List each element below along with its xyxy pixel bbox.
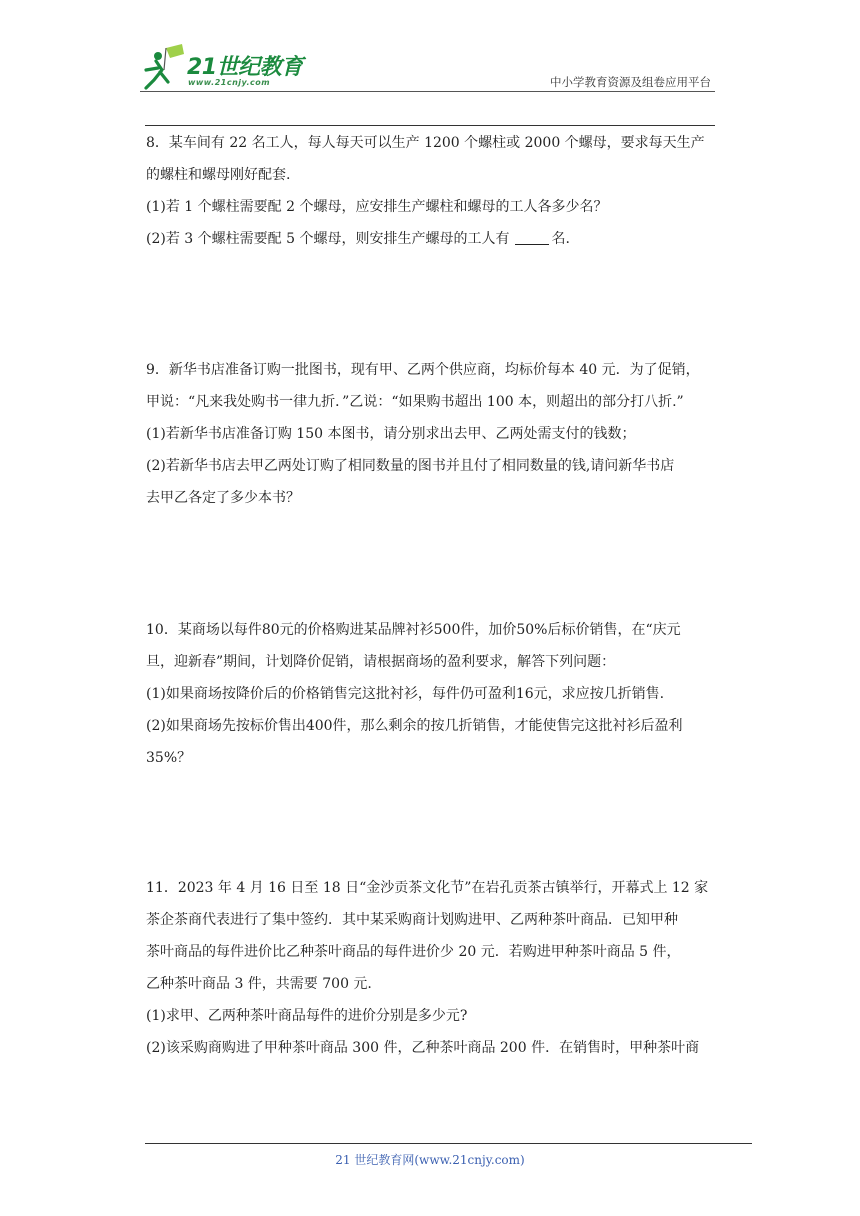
footer-link[interactable]: 21 世纪教育网(www.21cnjy.com) [335,1153,525,1167]
question-line: (1)如果商场按降价后的价格销售完这批衬衫，每件仍可盈利16元，求应按几折销售. [146,686,665,702]
logo-url: www.21cnjy.com [188,78,271,87]
question-text: 名. [551,231,570,247]
question-line: 8．某车间有 22 名工人，每人每天可以生产 1200 个螺柱或 2000 个螺母，要求每天生产 [146,135,705,151]
question-line [146,229,720,249]
question-line: 的螺柱和螺母刚好配套. [146,167,291,183]
question-8 [146,133,720,249]
question-line: 茶企茶商代表进行了集中签约．其中某采购商计划购进甲、乙两种茶叶商品．已知甲种 [146,912,678,928]
site-logo[interactable] [140,40,320,96]
logo-text: 21世纪教育 [187,55,303,80]
question-line: 9．新华书店准备订购一批图书，现有甲、乙两个供应商，均标价每本 40 元．为了促销， [146,362,700,378]
platform-name: 中小学教育资源及组卷应用平台 [550,75,711,89]
question-11 [146,878,720,1058]
runner-logo-icon [140,40,188,96]
question-line: 甲说：“凡来我处购书一律九折．”乙说：“如果购书超出 100 本，则超出的部分打八折.” [146,394,684,410]
footer-divider [145,1143,752,1144]
question-text: (2)若 3 个螺柱需要配 5 个螺母，则安排生产螺母的工人有 [146,231,510,247]
content-top-divider [145,125,715,126]
question-10 [146,620,720,768]
question-line: 11．2023 年 4 月 16 日至 18 日“金沙贡茶文化节”在岩孔贡茶古镇举行，开幕式上 12 家 [146,880,709,896]
question-line: 10．某商场以每件80元的价格购进某品牌衬衫500件，加价50%后标价销售，在“庆元 [146,622,681,638]
question-line: 去甲乙各定了多少本书？ [146,490,300,506]
question-line: 旦，迎新春”期间，计划降价促销，请根据商场的盈利要求，解答下列问题： [146,654,616,670]
question-line: (1)若新华书店准备订购 150 本图书，请分别求出去甲、乙两处需支付的钱数； [146,426,636,442]
question-line: (2)若新华书店去甲乙两处订购了相同数量的图书并且付了相同数量的钱,请问新华书店 [146,458,675,474]
question-line: (1)若 1 个螺柱需要配 2 个螺母，应安排生产螺柱和螺母的工人各多少名？ [146,199,608,215]
question-line: (1)求甲、乙两种茶叶商品每件的进价分别是多少元? [146,1008,468,1024]
question-line: (2)如果商场先按标价售出400件，那么剩余的按几折销售，才能使售完这批衬衫后盈利 [146,718,683,734]
answer-blank[interactable] [515,230,549,245]
page-header [140,40,715,96]
question-line: 茶叶商品的每件进价比乙种茶叶商品的每件进价少 20 元．若购进甲种茶叶商品 5 件， [146,944,681,960]
question-line: 乙种茶叶商品 3 件，共需要 700 元. [146,976,372,992]
question-line: 35%？ [146,750,192,766]
question-list [146,130,720,1058]
question-9 [146,360,720,508]
header-divider [140,91,715,92]
question-line: (2)该采购商购进了甲种茶叶商品 300 件，乙种茶叶商品 200 件．在销售时，甲种茶叶商 [146,1040,700,1056]
